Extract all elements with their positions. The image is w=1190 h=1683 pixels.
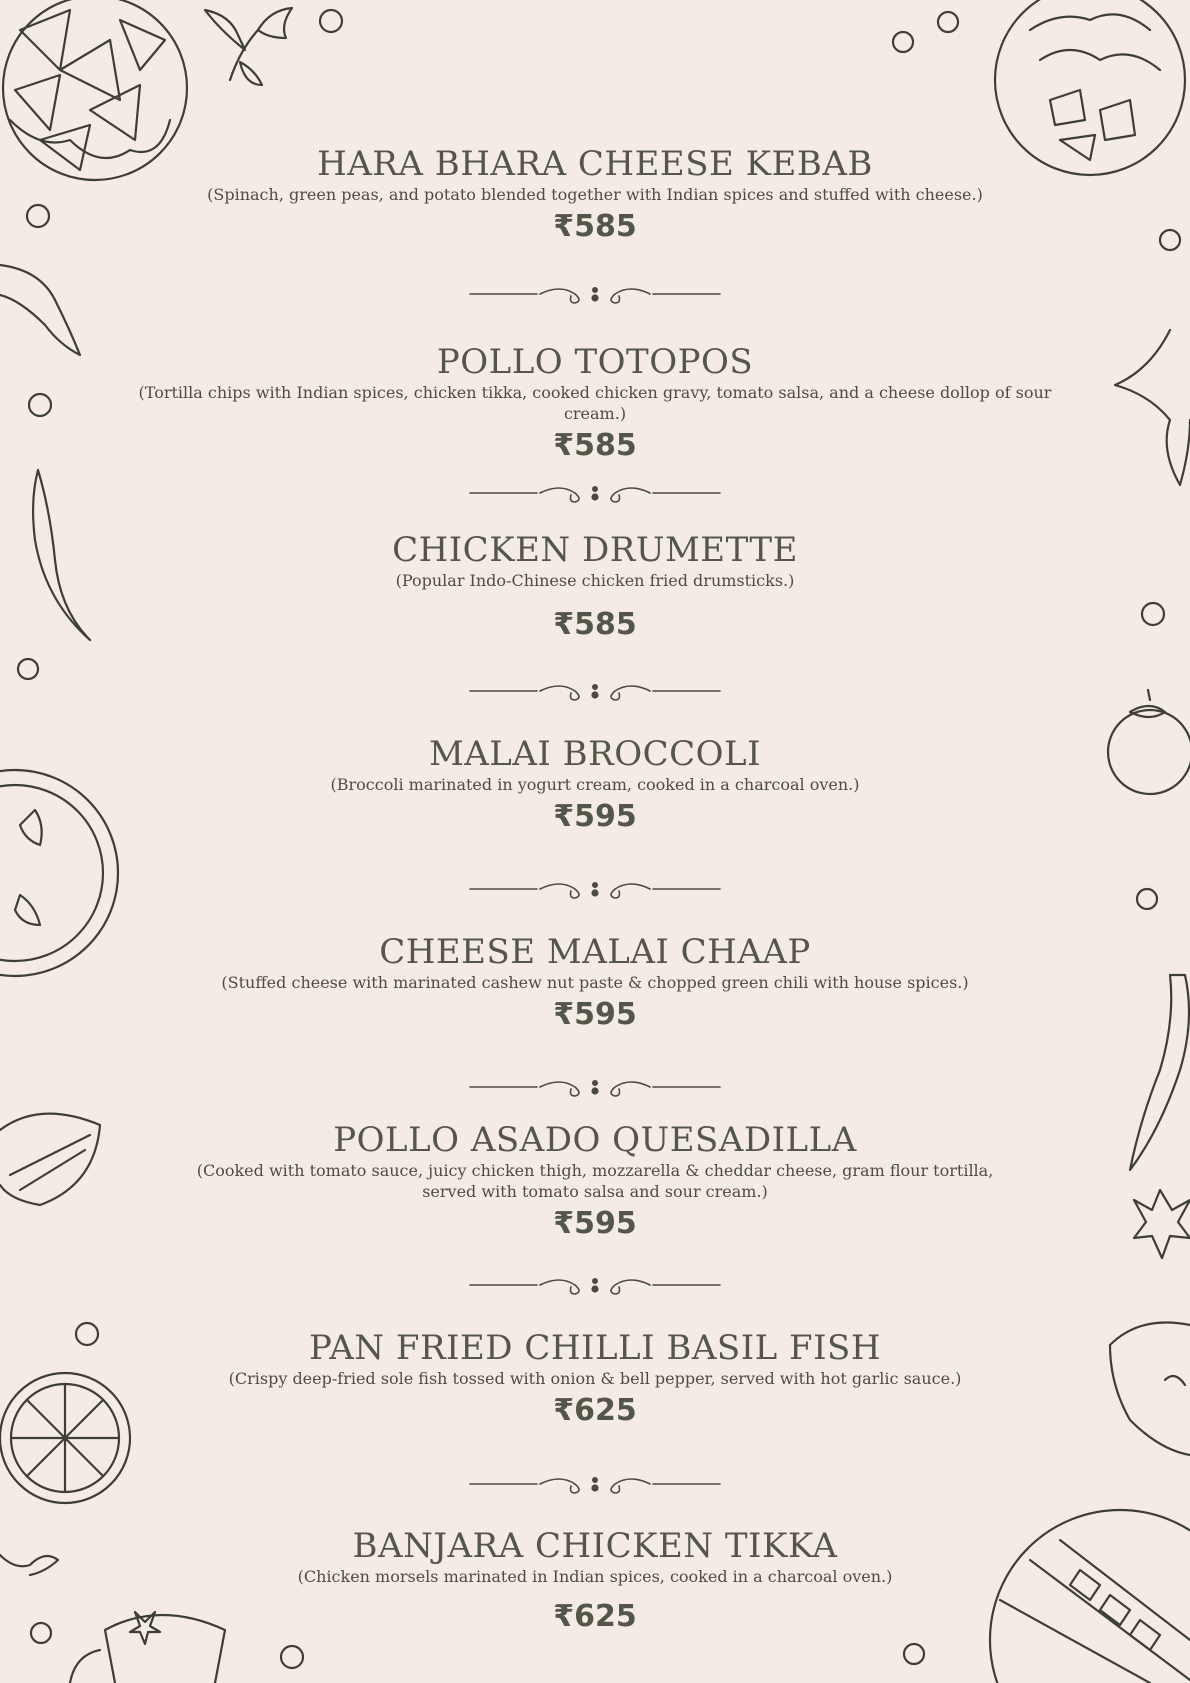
dish-description: (Broccoli marinated in yogurt cream, cooked in a charcoal oven.)	[330, 775, 860, 794]
ornament-divider	[465, 676, 725, 706]
dish-price: ₹585	[553, 428, 637, 463]
dish-description: (Spinach, green peas, and potato blended together with Indian spices and stuffed with cheese.)	[207, 185, 983, 204]
menu-item	[0, 342, 1190, 466]
ornament-divider	[465, 478, 725, 508]
ornament-divider	[465, 1270, 725, 1300]
menu-item	[0, 144, 1190, 247]
dish-name: POLLO TOTOPOS	[436, 342, 754, 382]
dish-price: ₹585	[553, 607, 637, 642]
menu-item	[0, 1328, 1190, 1431]
dish-description: (Chicken morsels marinated in Indian spices, cooked in a charcoal oven.)	[297, 1567, 893, 1586]
dish-description: (Popular Indo-Chinese chicken fried drumsticks.)	[395, 571, 795, 590]
dish-price: ₹625	[553, 1393, 637, 1428]
ornament-divider	[465, 1072, 725, 1102]
dish-price: ₹585	[553, 209, 637, 244]
menu-item	[0, 1526, 1190, 1637]
ornament-divider	[465, 1469, 725, 1499]
dish-price: ₹625	[553, 1599, 637, 1634]
dish-price: ₹595	[553, 799, 637, 834]
dish-description: (Tortilla chips with Indian spices, chicken tikka, cooked chicken gravy, tomato salsa, and a cheese dollop of sour cream.)	[138, 383, 1052, 423]
menu-item	[0, 932, 1190, 1035]
ornament-divider	[465, 279, 725, 309]
ornament-divider	[465, 874, 725, 904]
dish-description: (Crispy deep-fried sole fish tossed with onion & bell pepper, served with hot garlic sauce.)	[228, 1369, 962, 1388]
dish-name: MALAI BROCCOLI	[428, 734, 762, 774]
dish-name: CHEESE MALAI CHAAP	[379, 932, 811, 972]
menu-item	[0, 530, 1190, 645]
menu-item	[0, 734, 1190, 837]
dish-price: ₹595	[553, 997, 637, 1032]
menu-item	[0, 1120, 1190, 1244]
dish-price: ₹595	[553, 1206, 637, 1241]
dish-name: CHICKEN DRUMETTE	[392, 530, 798, 570]
dish-description: (Cooked with tomato sauce, juicy chicken thigh, mozzarella & cheddar cheese, gram flour tortilla, served with tomato salsa and sour cream.)	[196, 1161, 994, 1201]
dish-name: PAN FRIED CHILLI BASIL FISH	[309, 1328, 881, 1368]
dish-description: (Stuffed cheese with marinated cashew nut paste & chopped green chili with house spices.)	[221, 973, 969, 992]
dish-name: POLLO ASADO QUESADILLA	[333, 1120, 857, 1160]
dish-name: BANJARA CHICKEN TIKKA	[352, 1526, 838, 1566]
dish-name: HARA BHARA CHEESE KEBAB	[317, 144, 873, 184]
